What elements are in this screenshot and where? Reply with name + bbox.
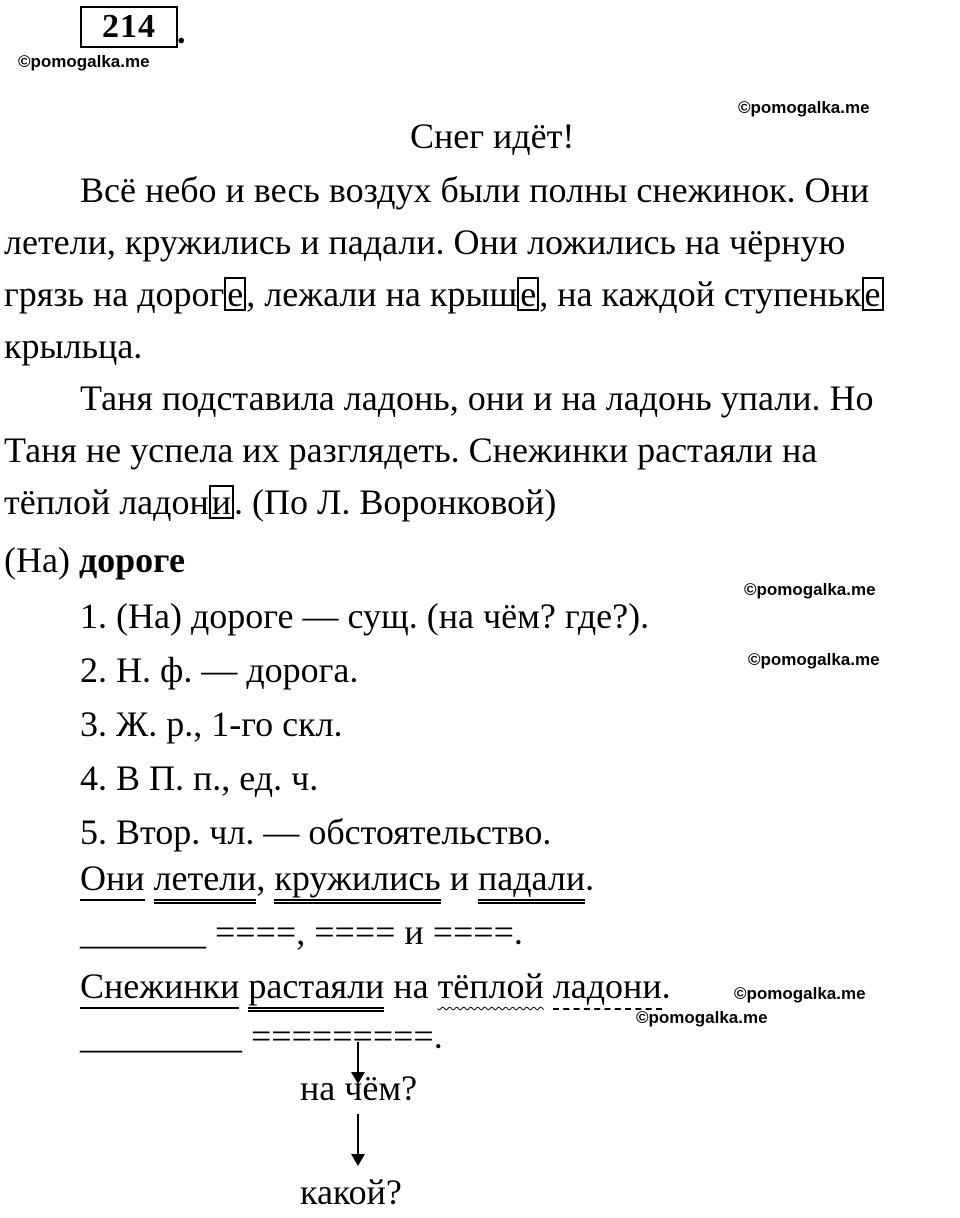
predicate: кружились bbox=[274, 858, 440, 904]
paragraph1-line1: Всё небо и весь воздух были полны снежинок. Они bbox=[80, 170, 870, 210]
text-title: Снег идёт! bbox=[410, 116, 575, 156]
parse-item-1: 1. (На) дороге — сущ. (на чём? где?). bbox=[80, 596, 650, 636]
parse-item-3: 3. Ж. р., 1-го скл. bbox=[80, 704, 343, 744]
sentence1: Они летели, кружились и падали. bbox=[80, 852, 594, 904]
ending-box: е bbox=[517, 277, 539, 311]
paragraph1-line2: летели, кружились и падали. Они ложились на чёрную bbox=[4, 222, 846, 262]
ending-box: и bbox=[209, 485, 234, 519]
task-number: 214 bbox=[80, 6, 178, 48]
question-1: на чём? bbox=[300, 1068, 418, 1108]
arrow-head bbox=[351, 1154, 365, 1166]
parse-heading: (На) дороге bbox=[4, 540, 186, 580]
paragraph1-line3: грязь на дороге, лежали на крыше, на каждой ступеньке bbox=[4, 268, 884, 320]
paragraph1-line4: крыльца. bbox=[4, 326, 143, 366]
watermark: ©pomogalka.me bbox=[748, 650, 880, 669]
sentence2-scheme: _________ =========. bbox=[80, 1016, 443, 1056]
ending-box: е bbox=[862, 277, 884, 311]
predicate: летели bbox=[154, 858, 257, 904]
ending-box: е bbox=[224, 277, 246, 311]
subject: Снежинки bbox=[80, 966, 239, 1009]
watermark: ©pomogalka.me bbox=[738, 98, 870, 117]
watermark: ©pomogalka.me bbox=[734, 984, 866, 1003]
adverbial: ладони bbox=[553, 966, 662, 1010]
paragraph2-line2: Таня не успела их разглядеть. Снежинки растаяли на bbox=[4, 430, 818, 470]
sentence2: Снежинки растаяли на тёплой ладони. bbox=[80, 960, 671, 1012]
parse-item-4: 4. В П. п., ед. ч. bbox=[80, 758, 319, 798]
attribute: тёплой bbox=[437, 966, 544, 1006]
predicate: падали bbox=[478, 858, 585, 904]
parse-item-5: 5. Втор. чл. — обстоятельство. bbox=[80, 812, 552, 852]
watermark: ©pomogalka.me bbox=[18, 52, 150, 71]
watermark: ©pomogalka.me bbox=[636, 1008, 768, 1027]
task-number-dot: . bbox=[177, 14, 186, 51]
paragraph2-line3: тёплой ладони. (По Л. Воронковой) bbox=[4, 482, 557, 522]
predicate: растаяли bbox=[248, 966, 384, 1012]
paragraph2-line1: Таня подставила ладонь, они и на ладонь упали. Но bbox=[80, 378, 874, 418]
watermark: ©pomogalka.me bbox=[744, 580, 876, 599]
question-2: какой? bbox=[300, 1172, 402, 1212]
subject: Они bbox=[80, 858, 145, 901]
parse-item-2: 2. Н. ф. — дорога. bbox=[80, 650, 359, 690]
sentence1-scheme: _______ ====, ==== и ====. bbox=[80, 912, 523, 952]
